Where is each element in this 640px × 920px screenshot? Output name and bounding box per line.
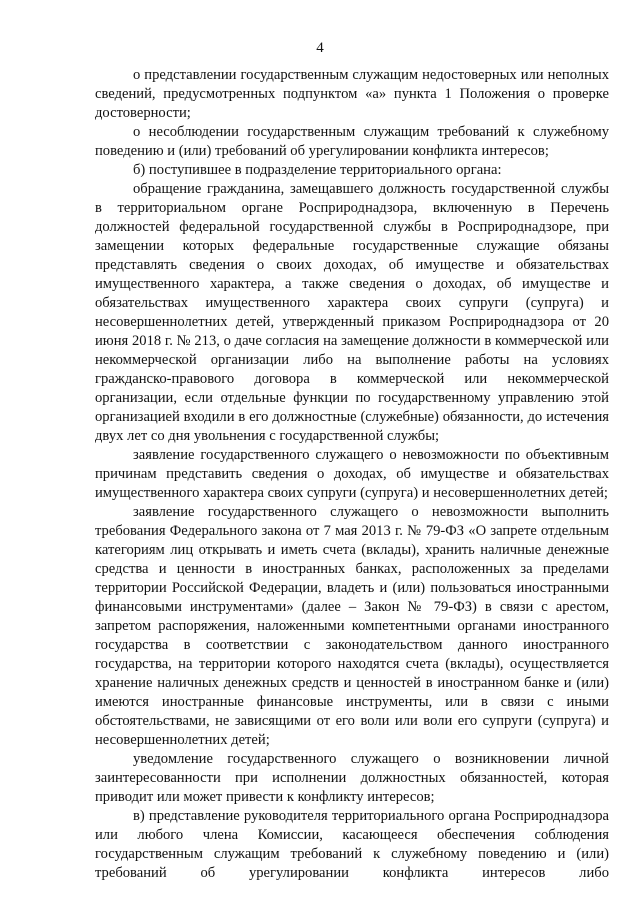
paragraph-false-information: о представлении государственным служащим недостоверных или неполных сведений, предусмотренных подпунктом «а» пункта 1 Положения о проверке достоверности; [95,67,609,121]
page-number: 4 [316,40,324,56]
paragraph-conflict-notice: уведомление государственного служащего о возникновении личной заинтересованности при исполнении должностных обязанностей, которая приводит или может привести к конфликту интересов; [95,751,609,805]
paragraph-subsection-b: б) поступившее в подразделение территориального органа: [133,162,502,178]
paragraph-citizen-request: обращение гражданина, замещавшего должность государственной службы в территориальном органе Росприроднадзора, включенную в Перечень должностей федеральной государственной службы в Росприроднадзоре, при замещении которых федеральные государственные служащие обязаны представлять сведения о своих доходах, об имуществе и обязательствах имущественного характера, а также сведения о доходах, об имуществе и обязательствах имущественного характера своих супруги (супруга) и несовершеннолетних детей, утвержденный приказом Росприроднадзора от 20 июня 2018 г. № 213, о даче согласия на замещение должности в коммерческой или некоммерческой организации либо на выполнение работы на условиях гражданско-правового договора в коммерческой или некоммерческой организации, если отдельные функции по государственному управлению этой организацией входили в его должностные (служебные) обязанности, до истечения двух лет со дня увольнения с государственной службы; [95,181,609,444]
paragraph-law-79-fz: заявление государственного служащего о невозможности выполнить требования Федерального закона от 7 мая 2013 г. № 79-ФЗ «О запрете отдельным категориям лиц открывать и иметь счета (вклады), хранить наличные денежные средства и ценности в иностранных банках, расположенных за пределами территории Российской Федерации, владеть и (или) пользоваться иностранными финансовыми инструментами» (далее – Закон № 79-ФЗ) в связи с арестом, запретом распоряжения, наложенными компетентными органами иностранного государства в соответствии с законодательством данного иностранного государства, на территории которого находятся счета (вклады), осуществляется хранение наличных денежных средств и ценностей в иностранном банке и (или) имеются иностранные финансовые инструменты, или в связи с иными обстоятельствами, не зависящими от его воли или воли его супруги (супруга) и несовершеннолетних детей; [95,504,609,748]
document-body [95,66,609,883]
paragraph-noncompliance: о несоблюдении государственным служащим требований к служебному поведению и (или) требований об урегулировании конфликта интересов; [95,124,609,159]
paragraph-income-statement-impossibility: заявление государственного служащего о невозможности по объективным причинам представить сведения о доходах, об имуществе и обязательствах имущественного характера своих супруги (супруга) и несовершеннолетних детей; [95,447,609,501]
paragraph-subsection-v: в) представление руководителя территориального органа Росприроднадзора или любого члена Комиссии, касающееся обеспечения соблюдения государственным служащим требований к служебному поведению и (или) требований об урегулировании конфликта интересов либо [95,808,609,881]
